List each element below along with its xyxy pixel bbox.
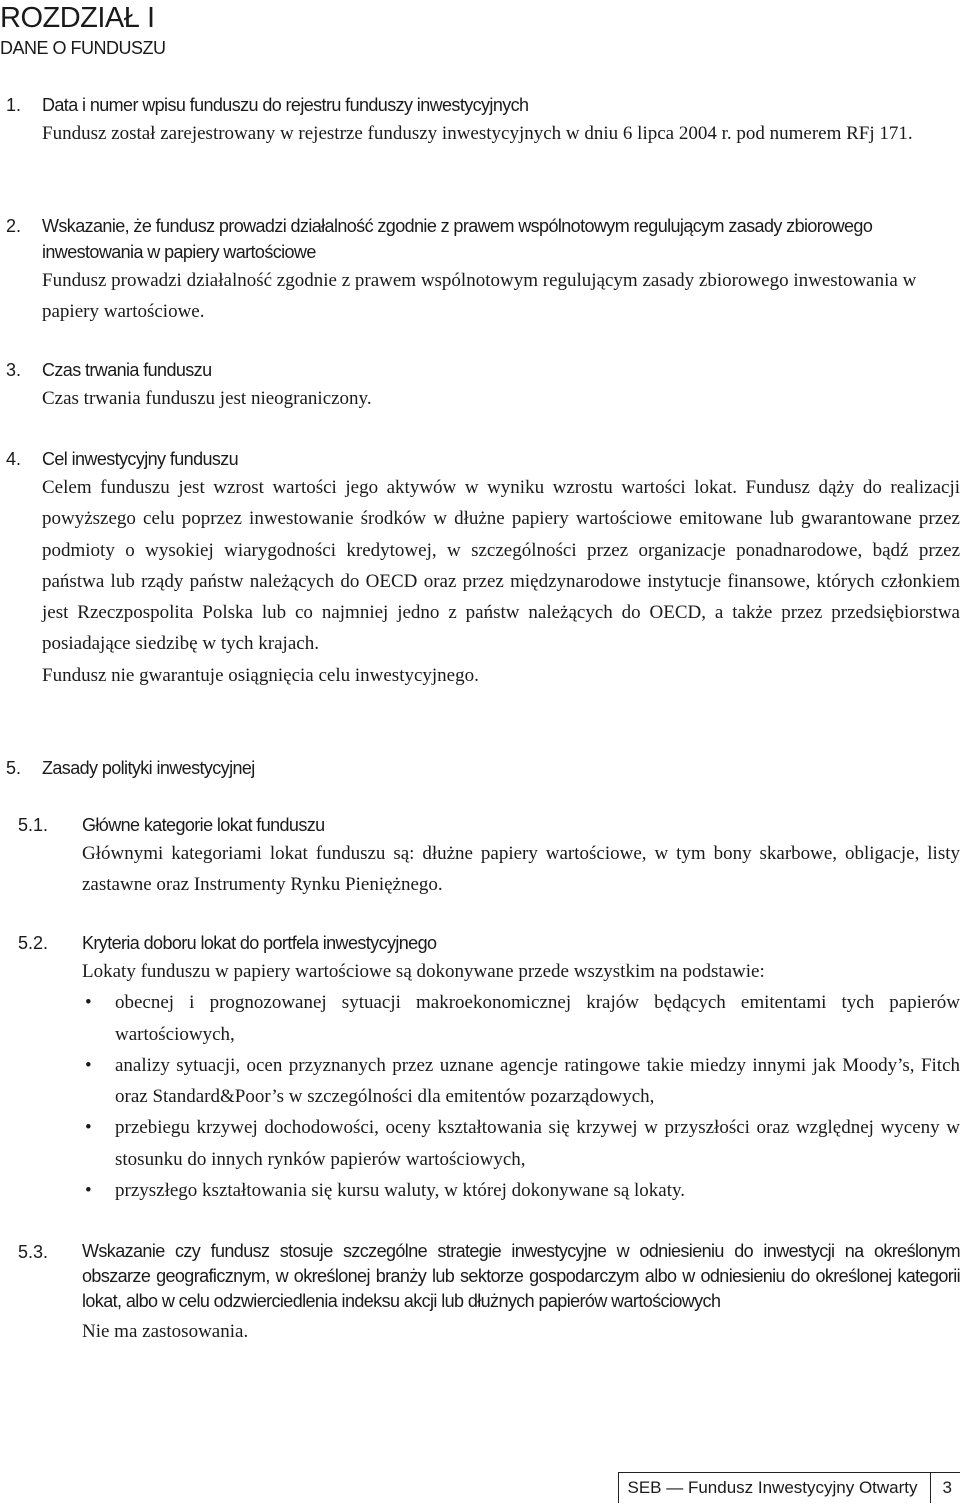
section-number: 4.	[6, 449, 22, 469]
section-body: Fundusz został zarejestrowany w rejestrze funduszy inwestycyjnych w dniu 6 lipca 2004 r. pod numerem RFj 171.	[42, 123, 913, 144]
section-number: 5.	[6, 758, 22, 778]
section-body: Fundusz prowadzi działalność zgodnie z prawem wspólnotowym regulującym zasady zbiorowego inwestowania w papiery wartościowe.	[42, 270, 917, 323]
page-footer	[618, 1472, 960, 1503]
section-number: 3.	[6, 360, 22, 380]
section-2	[0, 213, 960, 328]
list-item: • przyszłego kształtowania się kursu waluty, w której dokonywane są lokaty.	[82, 1175, 960, 1206]
section-number: 1.	[6, 95, 22, 115]
section-number: 2.	[6, 216, 22, 236]
section-heading: Wskazanie czy fundusz stosuje szczególne strategie inwestycyjne w odniesieniu do inwestycji na określonym obszarze geograficznym, w określonej branży lub sektorze gospodarczym albo w odniesieniu do określonej kategorii lokat, albo w celu odzwierciedlenia indeksu akcji lub dłużnych papierów wartościowych	[82, 1241, 960, 1311]
section-number: 5.3.	[18, 1242, 49, 1262]
section-heading: Wskazanie, że fundusz prowadzi działalność zgodnie z prawem wspólnotowym regulującym zasady zbiorowego inwestowania w papiery wartościowe	[42, 216, 873, 262]
section-body: Głównymi kategoriami lokat funduszu są: dłużne papiery wartościowe, w tym bony skarbowe, obligacje, listy zastawne oraz Instrumenty Rynku Pieniężnego.	[82, 843, 960, 896]
paragraph: Celem funduszu jest wzrost wartości jego aktywów w wyniku wzrostu wartości lokat. Fundusz dąży do realizacji powyższego celu poprzez inwestowanie środków w dłużne papiery wartościowe emitowane lub gwarantowane przez podmioty o wysokiej wiarygodności kredytowej, w szczególności przez organizacje ponadnarodowe, bądź przez państwa lub rządy państw należących do OECD oraz przez międzynarodowe instytucje finansowe, których członkiem jest Rzeczpospolita Polska lub co najmniej jedno z państw należących do OECD, a także przez przedsiębiorstwa posiadające siedzibę w tych krajach.	[42, 477, 960, 655]
section-5-1	[0, 812, 960, 901]
section-body	[42, 472, 960, 691]
section-5-2	[0, 930, 960, 1206]
section-heading: Czas trwania funduszu	[42, 360, 212, 380]
list-item: • obecnej i prognozowanej sytuacji makroekonomicznej krajów będących emitentami tych papierów wartościowych,	[82, 987, 960, 1050]
section-body: Nie ma zastosowania.	[82, 1321, 249, 1342]
section-body: Czas trwania funduszu jest nieograniczony.	[42, 388, 372, 409]
section-number: 5.2.	[18, 933, 49, 953]
section-heading: Zasady polityki inwestycyjnej	[42, 758, 255, 778]
section-heading: Cel inwestycyjny funduszu	[42, 449, 239, 469]
list-item: • analizy sytuacji, ocen przyznanych przez uznane agencje ratingowe takie miedzy innymi jak Moody’s, Fitch oraz Standard&Poor’s w szczególności dla emitentów pozarządowych,	[82, 1050, 960, 1113]
section-intro: Lokaty funduszu w papiery wartościowe są dokonywane przede wszystkim na podstawie:	[82, 961, 765, 982]
section-5-3	[0, 1239, 960, 1347]
section-1	[0, 92, 960, 149]
section-number: 5.1.	[18, 815, 49, 835]
chapter-title: ROZDZIAŁ I	[0, 2, 155, 34]
list-item: • przebiegu krzywej dochodowości, oceny kształtowania się krzywej w przyszłości oraz względnej wyceny w stosunku do innych rynków papierów wartościowych,	[82, 1112, 960, 1175]
criteria-list	[82, 987, 960, 1206]
page-number: 3	[930, 1473, 960, 1503]
footer-title: SEB — Fundusz Inwestycyjny Otwarty	[618, 1473, 929, 1503]
chapter-subtitle: DANE O FUNDUSZU	[0, 38, 166, 58]
section-4	[0, 446, 960, 691]
paragraph: Fundusz nie gwarantuje osiągnięcia celu inwestycyjnego.	[42, 664, 479, 686]
section-3	[0, 357, 960, 414]
section-5	[0, 755, 960, 781]
section-heading: Kryteria doboru lokat do portfela inwestycyjnego	[82, 933, 437, 953]
section-heading: Data i numer wpisu funduszu do rejestru funduszy inwestycyjnych	[42, 95, 529, 115]
section-heading: Główne kategorie lokat funduszu	[82, 815, 325, 835]
